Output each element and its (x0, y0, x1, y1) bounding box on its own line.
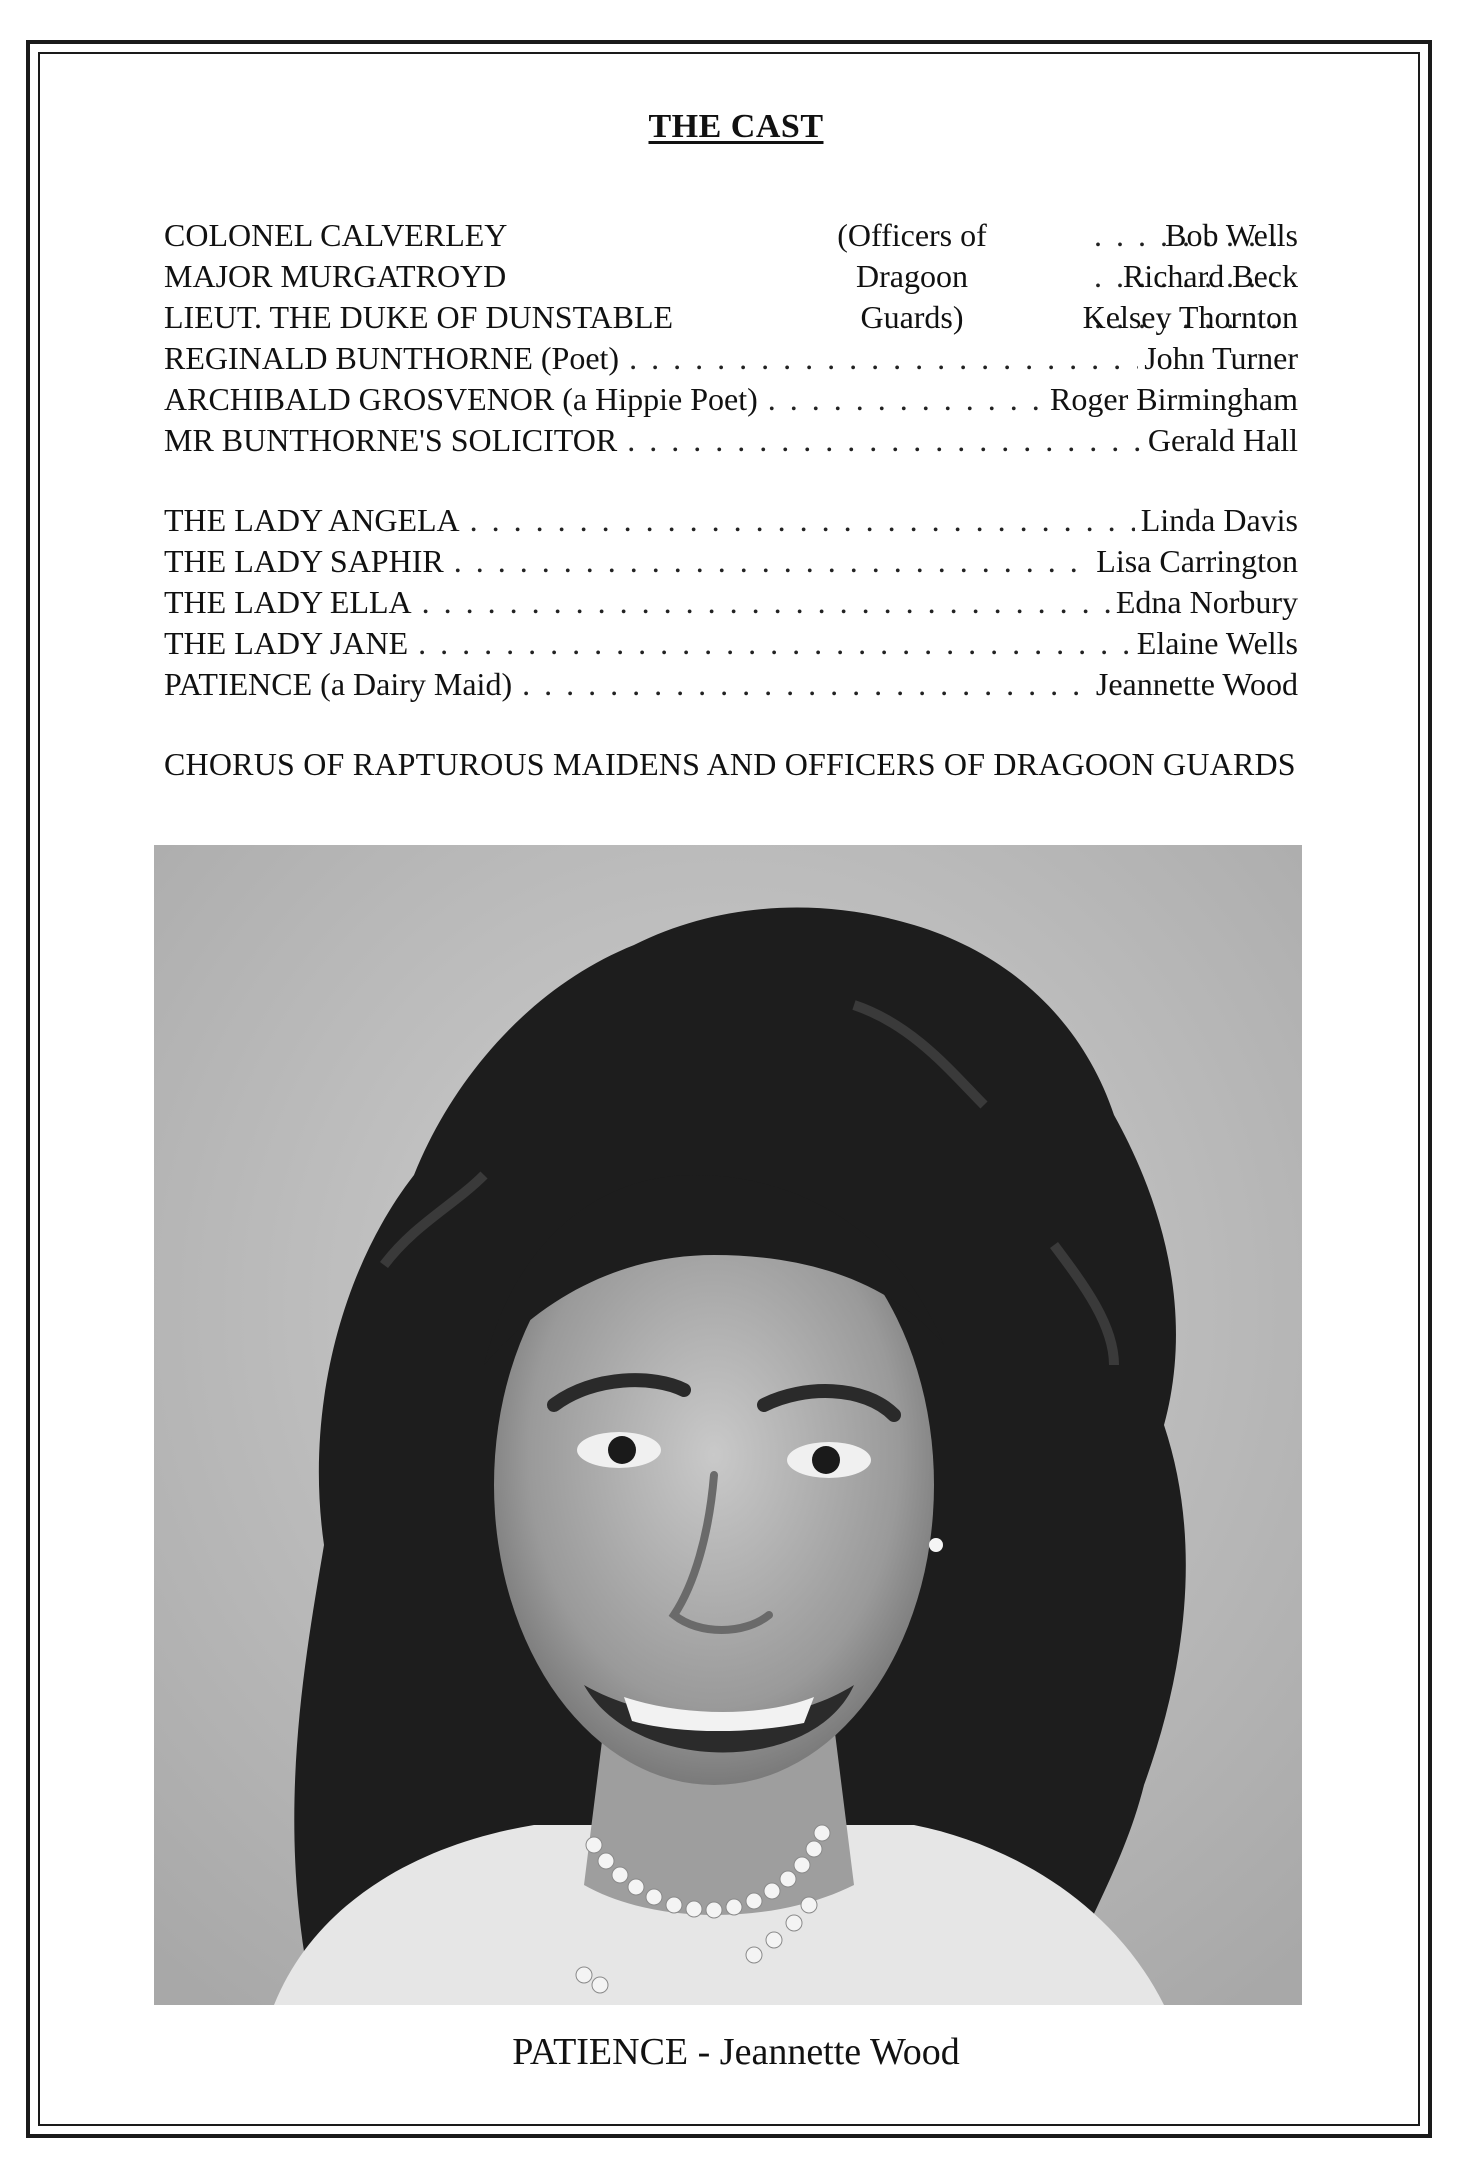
role-name: ARCHIBALD GROSVENOR (a Hippie Poet) (164, 381, 758, 417)
dot-leader (629, 338, 1138, 379)
role-name: MAJOR MURGATROYD (164, 258, 507, 294)
role-name: THE LADY JANE (164, 625, 409, 661)
actor-name: Gerald Hall (1147, 422, 1298, 458)
actor-name: Kelsey Thornton (1082, 299, 1298, 335)
cast-list-ladies (164, 500, 1298, 705)
dot-leader (627, 420, 1142, 461)
actor-name: Jeannette Wood (1095, 666, 1298, 702)
role-name: MR BUNTHORNE'S SOLICITOR (164, 422, 618, 458)
group-note: Dragoon (856, 258, 968, 294)
role-name: COLONEL CALVERLEY (164, 217, 508, 253)
actor-name: Elaine Wells (1136, 625, 1298, 661)
cast-row (164, 664, 1298, 705)
cast-row (164, 500, 1298, 541)
cast-row (164, 541, 1298, 582)
actor-name: John Turner (1144, 340, 1298, 376)
actor-name: Bob Wells (1165, 217, 1298, 253)
group-note: (Officers of (837, 217, 987, 253)
dot-leader (768, 379, 1044, 420)
dot-leader (422, 582, 1110, 623)
dot-leader (470, 500, 1135, 541)
cast-list-officers (164, 215, 1298, 461)
actor-name: Lisa Carrington (1096, 543, 1298, 579)
page-title: THE CAST (648, 108, 824, 145)
role-name: THE LADY SAPHIR (164, 543, 444, 579)
role-name: THE LADY ANGELA (164, 502, 460, 538)
cast-row (164, 379, 1298, 420)
photo-caption: PATIENCE - Jeannette Wood (512, 2031, 960, 2073)
cast-row (164, 256, 1298, 297)
actor-name: Edna Norbury (1115, 584, 1298, 620)
portrait-photo (154, 845, 1302, 2005)
cast-row (164, 297, 1298, 338)
group-note: Guards) (860, 299, 964, 335)
role-name: THE LADY ELLA (164, 584, 412, 620)
role-name: PATIENCE (a Dairy Maid) (164, 666, 513, 702)
cast-row (164, 582, 1298, 623)
actor-name: Linda Davis (1140, 502, 1298, 538)
cast-row (164, 338, 1298, 379)
portrait-illustration (154, 845, 1302, 2005)
chorus-line: CHORUS OF RAPTUROUS MAIDENS AND OFFICERS OF DRAGOON GUARDS (164, 746, 1296, 782)
cast-row (164, 420, 1298, 461)
role-name: LIEUT. THE DUKE OF DUNSTABLE (164, 299, 674, 335)
cast-row (164, 623, 1298, 664)
role-name: REGINALD BUNTHORNE (Poet) (164, 340, 620, 376)
actor-name: Roger Birmingham (1050, 381, 1298, 417)
dot-leader (418, 623, 1131, 664)
dot-leader (454, 541, 1091, 582)
actor-name: Richard Beck (1122, 258, 1298, 294)
dot-leader (522, 664, 1090, 705)
cast-row (164, 215, 1298, 256)
